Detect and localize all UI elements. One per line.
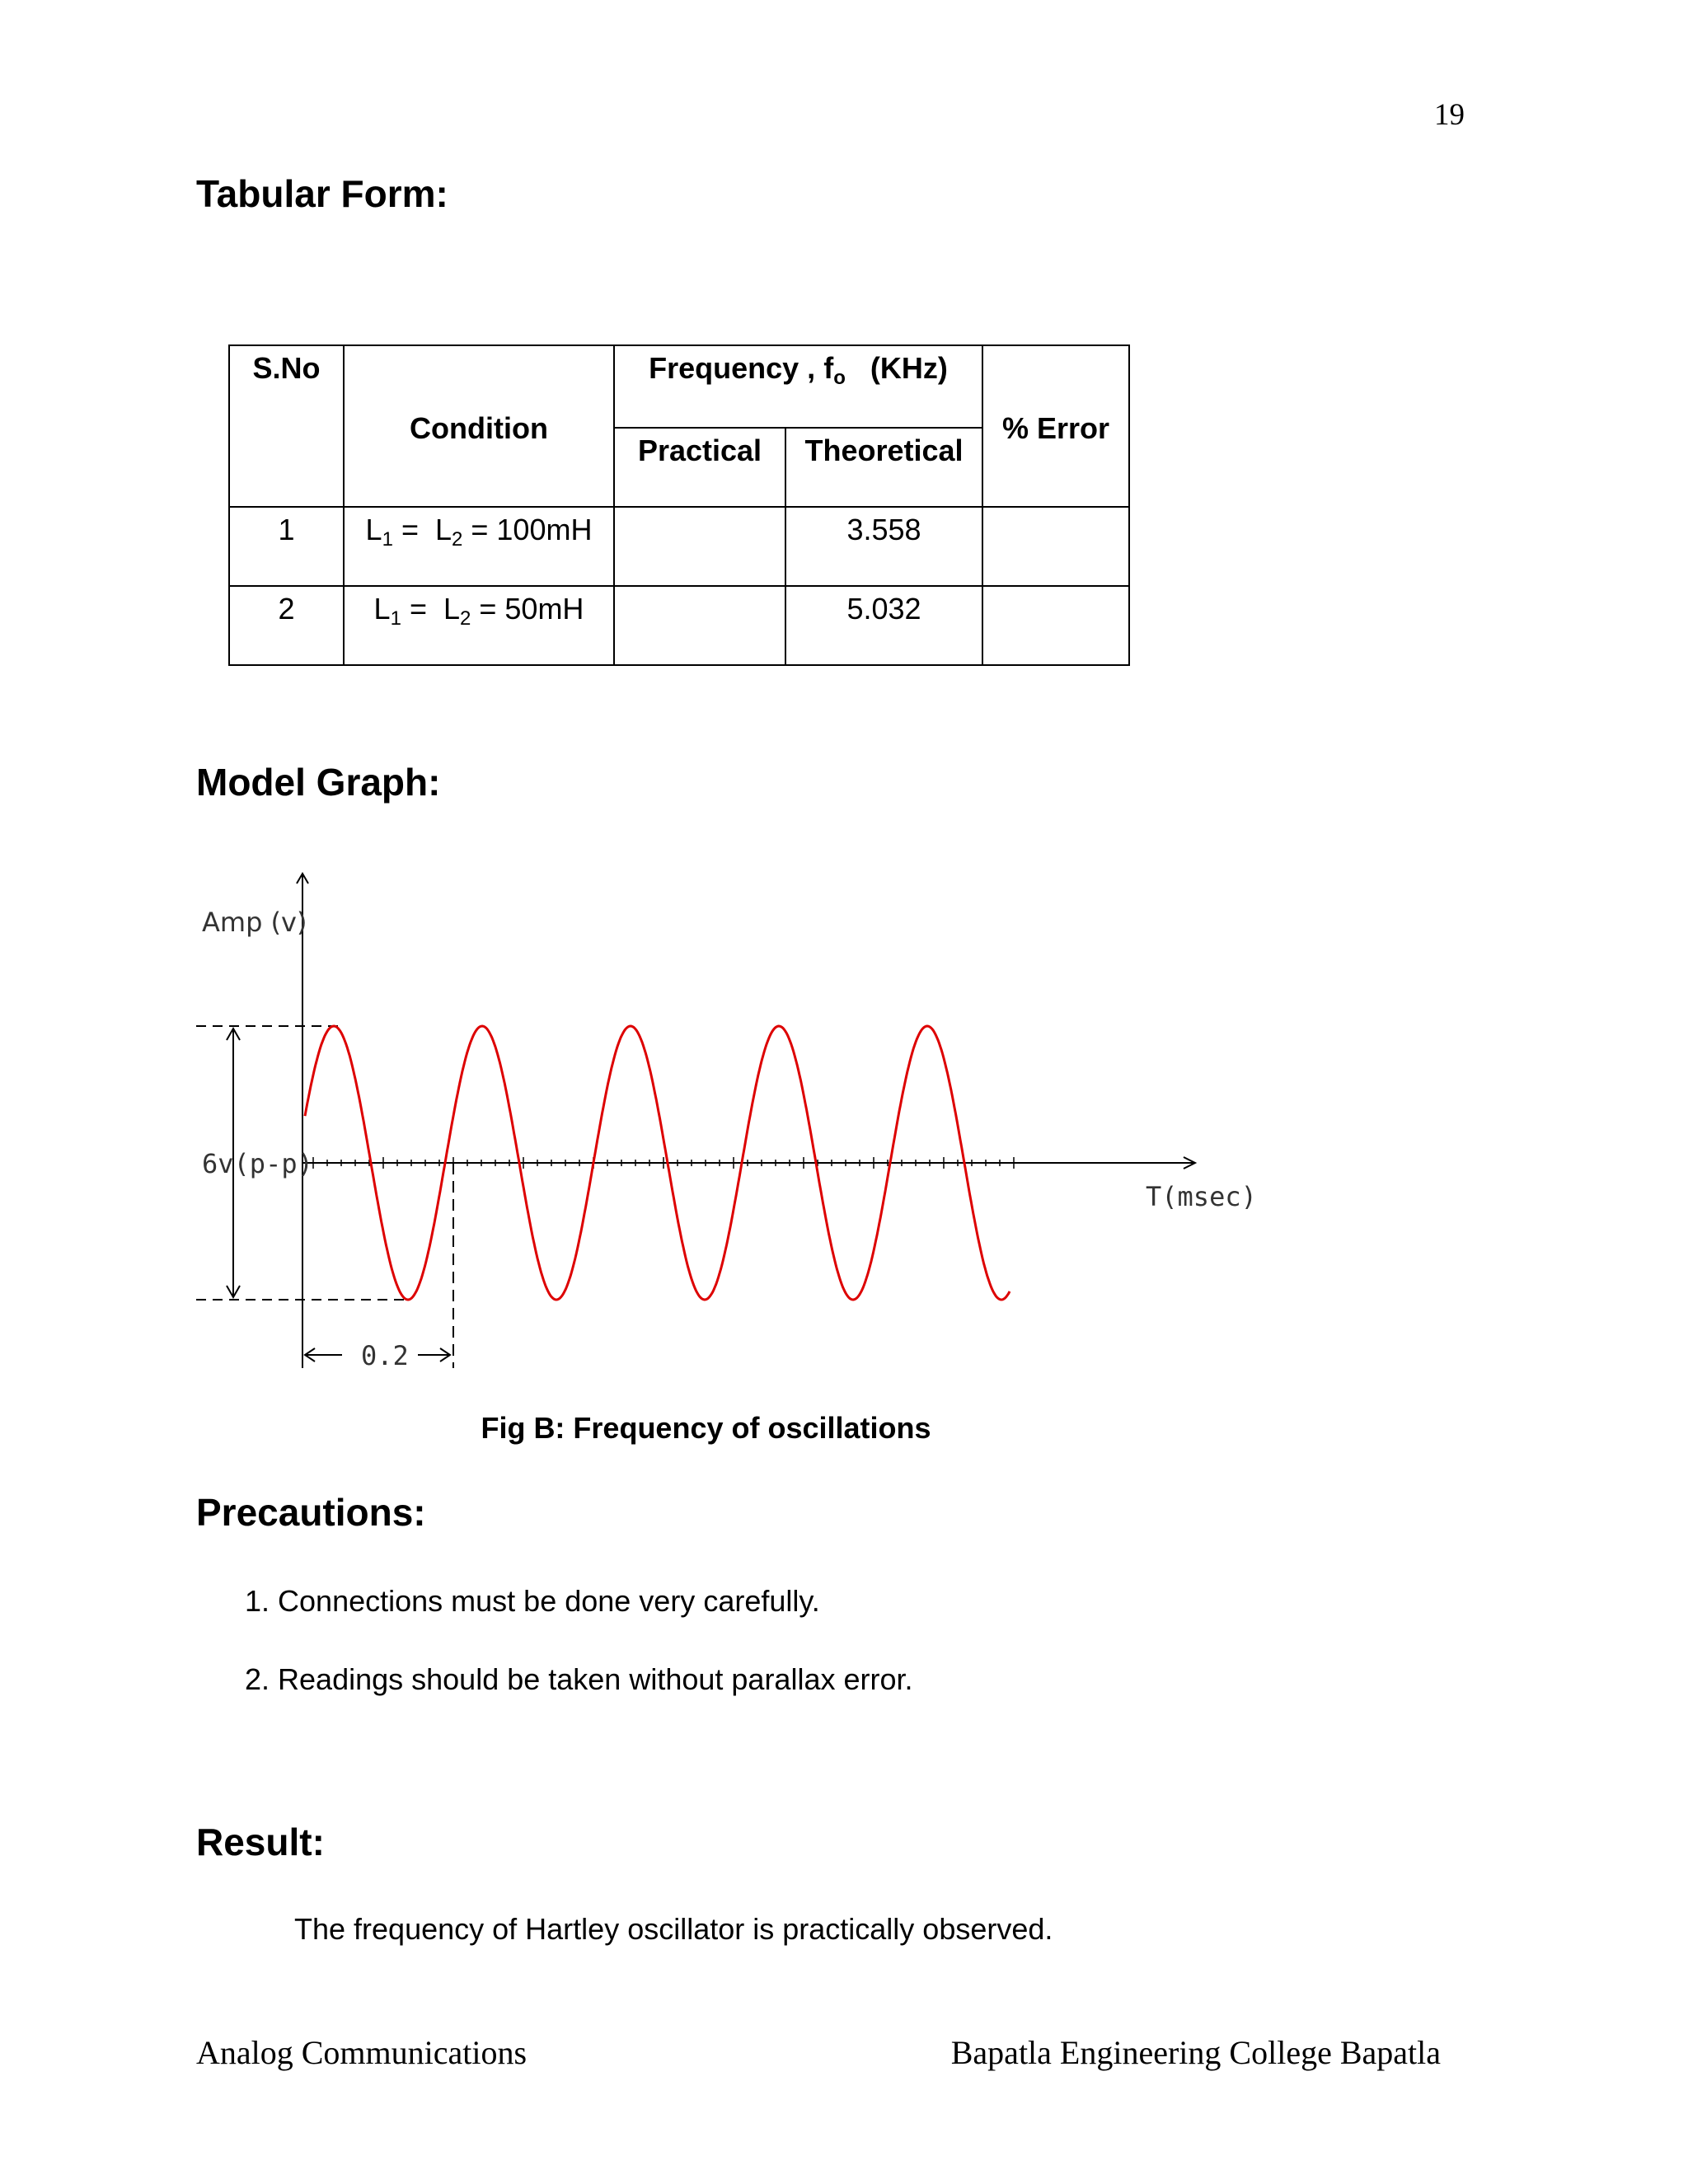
inductance-value: = 100mH [471,513,593,546]
precaution-item: 1. Connections must be done very carefully. [245,1584,820,1618]
frequency-subscript: o [833,367,846,389]
y-axis-label: Amp (v) [202,907,307,938]
cell-condition: $L_1 = L_2 = 50mH$ [344,586,614,665]
header-frequency [614,345,982,428]
cell-sno: 1 [229,507,344,586]
table-row [229,586,1129,665]
l1-subscript: 1 [390,607,401,630]
footer-course: Analog Communications [196,2034,528,2071]
page-number: 19 [1434,98,1465,132]
x-axis-label: T(msec) [1146,1181,1257,1212]
result-text: The frequency of Hartley oscillator is practically observed. [294,1912,1053,1946]
model-graph-heading: Model Graph: [196,761,441,804]
l2-subscript: 2 [452,528,463,551]
cell-theoretical: 5.032 [785,586,982,665]
l2-symbol: L [443,592,460,626]
l1-subscript: 1 [382,528,393,551]
results-table [228,344,1130,666]
tabular-form-heading: Tabular Form: [196,172,448,215]
frequency-unit: (KHz) [870,351,948,385]
frequency-label: Frequency , f [649,351,834,385]
period-label: 0.2 [361,1340,409,1371]
precaution-item: 2. Readings should be taken without parallax error. [245,1662,913,1696]
header-condition: Condition [344,345,614,507]
table-row [229,507,1129,586]
cell-practical [614,586,785,665]
oscillation-graph [165,857,1278,1385]
l2-symbol: L [434,513,452,546]
l1-symbol: L [373,592,391,626]
l1-symbol: L [365,513,382,546]
cell-error [982,507,1129,586]
cell-condition: $L_1 = L_2 = 100mH$ [344,507,614,586]
inductance-value: = 50mH [479,592,584,626]
header-sno: S.No [229,345,344,507]
header-practical: Practical [614,428,785,507]
cell-error [982,586,1129,665]
header-theoretical: Theoretical [785,428,982,507]
l2-subscript: 2 [460,607,471,630]
cell-theoretical: 3.558 [785,507,982,586]
figure-caption: Fig B: Frequency of oscillations [481,1411,931,1445]
header-error: % Error [982,345,1129,507]
footer-college: Bapatla Engineering College Bapatla [950,2034,1441,2071]
result-heading: Result: [196,1821,325,1863]
precautions-heading: Precautions: [196,1491,426,1534]
cell-practical [614,507,785,586]
cell-sno: 2 [229,586,344,665]
pp-label: 6v(p-p) [202,1148,313,1179]
